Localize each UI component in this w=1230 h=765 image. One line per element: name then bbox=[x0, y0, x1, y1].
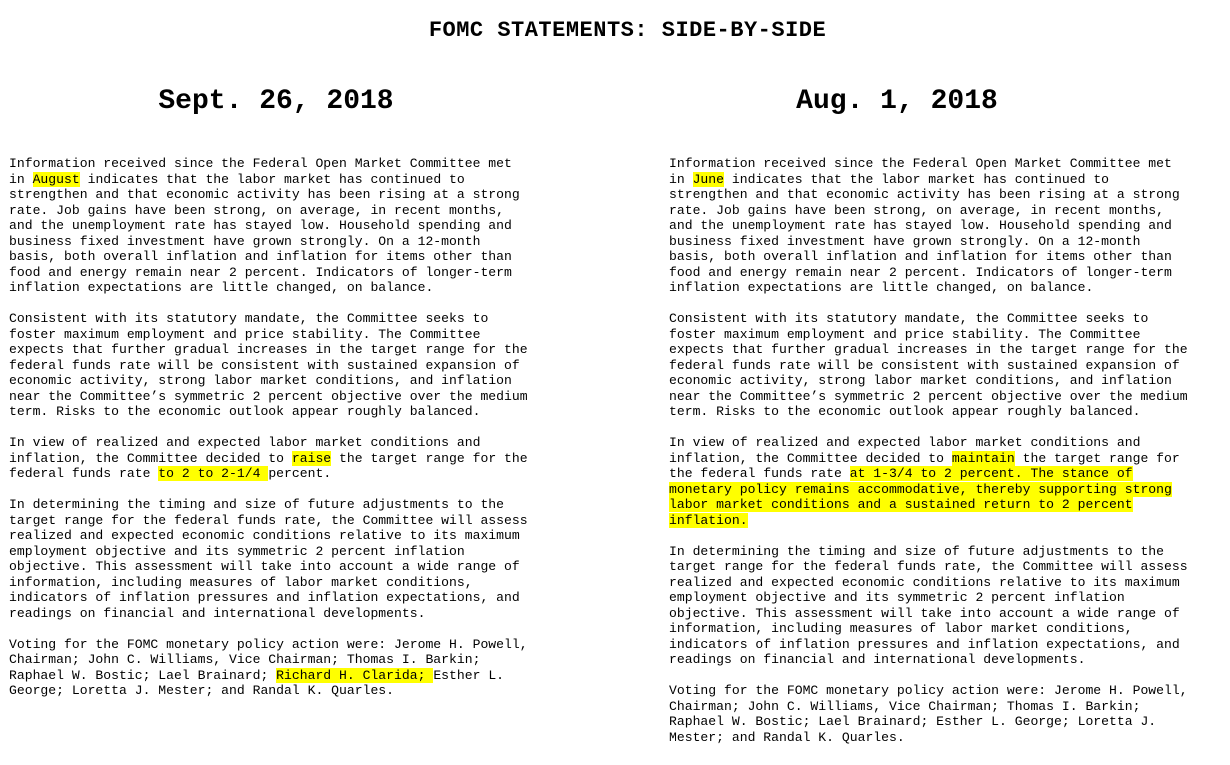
paragraph-text: the target range for the federal funds rate bbox=[669, 450, 1180, 481]
statement-paragraph bbox=[669, 311, 1229, 420]
statement-date: Aug. 1, 2018 bbox=[796, 86, 998, 117]
statement-column-aug-1-2018 bbox=[669, 86, 1221, 745]
statement-paragraph bbox=[669, 156, 1229, 296]
statement-paragraph bbox=[9, 497, 569, 621]
paragraph-text: In view of realized and expected labor market conditions and inflation, the Committee decided to bbox=[9, 435, 481, 466]
paragraph-text: Consistent with its statutory mandate, the Committee seeks to foster maximum employment and price stability. The Committee expects that further gradual increases in the target range for the federal funds rate will be consistent with sustained expansion of economic activity, strong labor market conditions, and inflation near the Committee’s symmetric 2 percent objective over the medium term. Risks to the economic outlook appear roughly balanced. bbox=[669, 311, 1188, 419]
highlighted-change: to 2 to 2-1/4 bbox=[158, 466, 269, 481]
paragraph-text: Voting for the FOMC monetary policy action were: Jerome H. Powell, Chairman; John C. Williams, Vice Chairman; Thomas I. Barkin; Raphael W. Bostic; Lael Brainard; bbox=[9, 636, 528, 683]
page-title: FOMC STATEMENTS: SIDE-BY-SIDE bbox=[428, 18, 827, 43]
statement-paragraph bbox=[669, 683, 1229, 745]
highlighted-change: Richard H. Clarida; bbox=[276, 667, 434, 683]
paragraph-text: In determining the timing and size of future adjustments to the target range for the federal funds rate, the Committee will assess realized and expected economic conditions relative to its maximum employment objective and its symmetric 2 percent inflation objective. This assessment will take into account a wide range of information, including measures of labor market conditions, indicators of inflation pressures and inflation expectations, and readings on financial and international developments. bbox=[669, 543, 1188, 667]
statement-body bbox=[9, 156, 569, 714]
statement-date: Sept. 26, 2018 bbox=[158, 86, 394, 117]
paragraph-text: indicates that the labor market has continued to strengthen and that economic activity has been rising at a strong rate. Job gains have been strong, on average, in recent months, and the unemployment rate has stayed low. Household spending and business fixed investment have grown strongly. On a 12-month basis, both overall inflation and inflation for items other than food and energy remain near 2 percent. Indicators of longer-term inflation expectations are little changed, on balance. bbox=[9, 171, 520, 295]
highlighted-change: maintain bbox=[951, 450, 1015, 466]
statement-paragraph bbox=[9, 435, 569, 482]
paragraph-text: the target range for the federal funds rate bbox=[9, 450, 528, 481]
paragraph-text: Information received since the Federal Open Market Committee met in bbox=[9, 156, 512, 187]
statement-paragraph bbox=[669, 544, 1229, 668]
paragraph-text: Esther L. George; Loretta J. Mester; and Randal K. Quarles. bbox=[9, 667, 505, 698]
paragraph-text: Voting for the FOMC monetary policy action were: Jerome H. Powell, Chairman; John C. Williams, Vice Chairman; Thomas I. Barkin; Raphael W. Bostic; Lael Brainard; Esther L. George; Loretta J. Mester; and Randal K. Quarles. bbox=[669, 683, 1188, 745]
statement-paragraph bbox=[9, 156, 569, 296]
statement-paragraph bbox=[669, 435, 1229, 528]
highlighted-change: August bbox=[32, 171, 80, 187]
paragraph-text: indicates that the labor market has continued to strengthen and that economic activity has been rising at a strong rate. Job gains have been strong, on average, in recent months, and the unemployment rate has stayed low. Household spending and business fixed investment have grown strongly. On a 12-month basis, both overall inflation and inflation for items other than food and energy remain near 2 percent. Indicators of longer-term inflation expectations are little changed, on balance. bbox=[669, 171, 1180, 295]
highlighted-change: raise bbox=[291, 450, 332, 466]
paragraph-text: Consistent with its statutory mandate, the Committee seeks to foster maximum employment and price stability. The Committee expects that further gradual increases in the target range for the federal funds rate will be consistent with sustained expansion of economic activity, strong labor market conditions, and inflation near the Committee’s symmetric 2 percent objective over the medium term. Risks to the economic outlook appear roughly balanced. bbox=[9, 311, 528, 419]
paragraph-text: In determining the timing and size of future adjustments to the target range for the federal funds rate, the Committee will assess realized and expected economic conditions relative to its maximum employment objective and its symmetric 2 percent inflation objective. This assessment will take into account a wide range of information, including measures of labor market conditions, indicators of inflation pressures and inflation expectations, and readings on financial and international developments. bbox=[9, 497, 528, 621]
statement-body bbox=[669, 156, 1229, 761]
statement-paragraph bbox=[9, 311, 569, 420]
highlighted-change: at 1-3/4 to 2 percent. The stance of monetary policy remains accommodative, thereby supporting strong labor market conditions and a sustained return to 2 percent inflation. bbox=[669, 466, 1172, 528]
paragraph-text: percent. bbox=[268, 466, 332, 481]
paragraph-text: In view of realized and expected labor market conditions and inflation, the Committee decided to bbox=[669, 435, 1141, 466]
highlighted-change: June bbox=[692, 171, 725, 187]
statement-paragraph bbox=[9, 637, 569, 699]
paragraph-text: Information received since the Federal Open Market Committee met in bbox=[669, 156, 1172, 187]
statement-column-sept-26-2018 bbox=[9, 86, 561, 698]
